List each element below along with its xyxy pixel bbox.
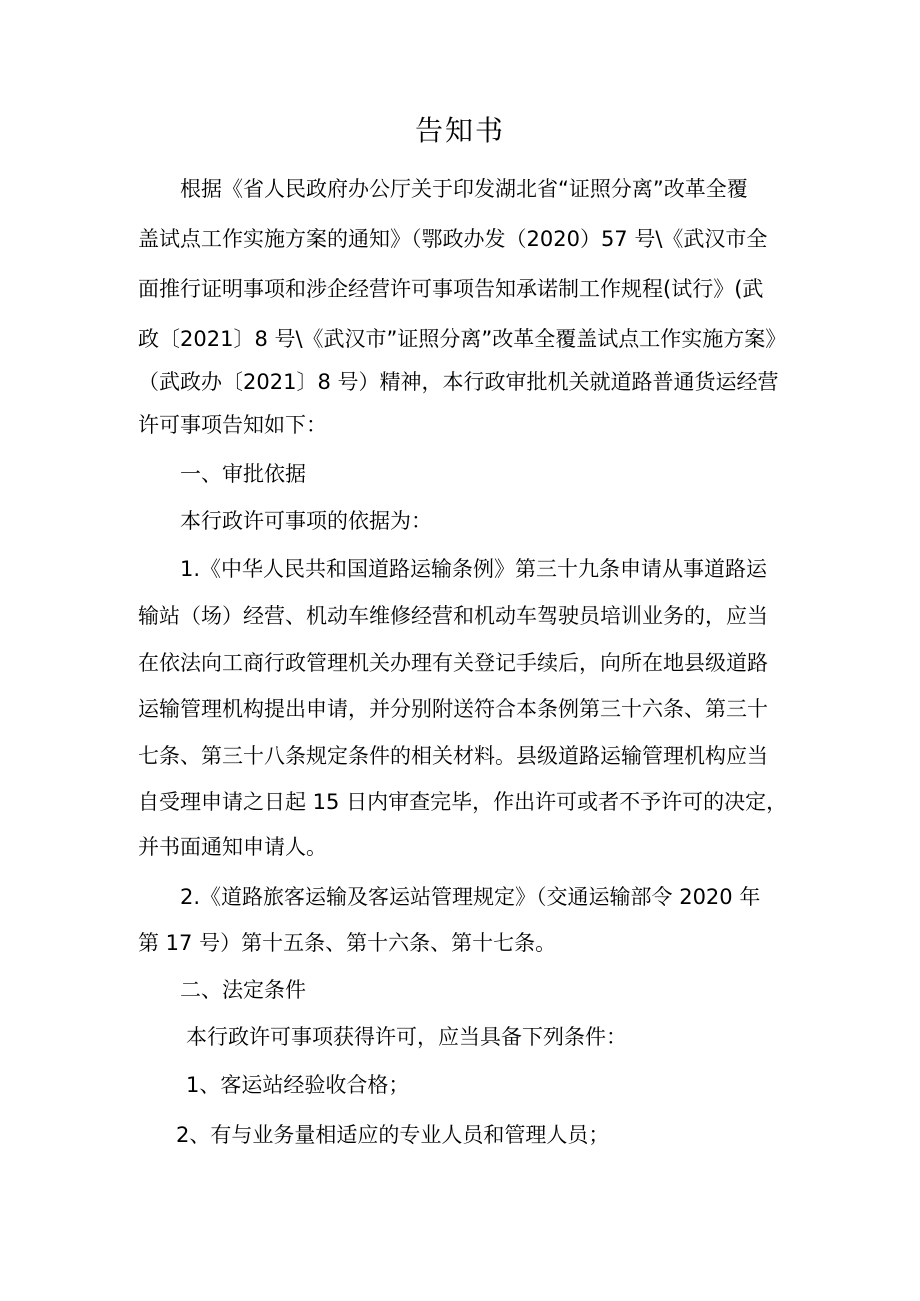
document-title: 告知书 <box>414 114 505 147</box>
paragraph-line: 政〔2021〕8 号\《武汉市”证照分离”改革全覆盖试点工作实施方案》 <box>138 327 787 351</box>
section-heading: 二、法定条件 <box>180 978 306 1002</box>
paragraph-line: 运输管理机构提出申请，并分别附送符合本条例第三十六条、第三十 <box>138 697 768 721</box>
paragraph-line: 自受理申请之日起 15 日内审查完毕，作出许可或者不予许可的决定， <box>138 790 788 814</box>
paragraph-line: 2、有与业务量相适应的专业人员和管理人员； <box>176 1123 610 1147</box>
paragraph-line: 在依法向工商行政管理机关办理有关登记手续后，向所在地县级道路 <box>138 651 768 675</box>
paragraph-line: 1.《中华人民共和国道路运输条例》第三十九条申请从事道路运 <box>180 557 768 581</box>
paragraph-line: 第 17 号）第十五条、第十六条、第十七条。 <box>138 931 557 955</box>
paragraph-line: 本行政许可事项获得许可，应当具备下列条件： <box>186 1025 627 1049</box>
paragraph-line: （武政办〔2021〕8 号）精神，本行政审批机关就道路普通货运经营 <box>138 370 779 394</box>
paragraph-line: 1、客运站经验收合格； <box>186 1073 410 1097</box>
paragraph-line: 并书面通知申请人。 <box>138 835 327 859</box>
paragraph-line: 输站（场）经营、机动车维修经营和机动车驾驶员培训业务的，应当 <box>138 604 768 628</box>
paragraph-line: 本行政许可事项的依据为： <box>180 509 432 533</box>
paragraph-line: 七条、第三十八条规定条件的相关材料。县级道路运输管理机构应当 <box>138 744 768 768</box>
paragraph-line: 许可事项告知如下： <box>138 413 327 437</box>
section-heading: 一、审批依据 <box>180 462 306 486</box>
paragraph-line: 盖试点工作实施方案的通知》（鄂政办发（2020）57 号\《武汉市全 <box>138 227 768 251</box>
paragraph-line: 根据《省人民政府办公厅关于印发湖北省“证照分离”改革全覆 <box>180 177 748 201</box>
paragraph-line: 2.《道路旅客运输及客运站管理规定》（交通运输部令 2020 年 <box>180 885 761 909</box>
paragraph-line: 面推行证明事项和涉企经营许可事项告知承诺制工作规程(试行》(武 <box>138 277 764 301</box>
